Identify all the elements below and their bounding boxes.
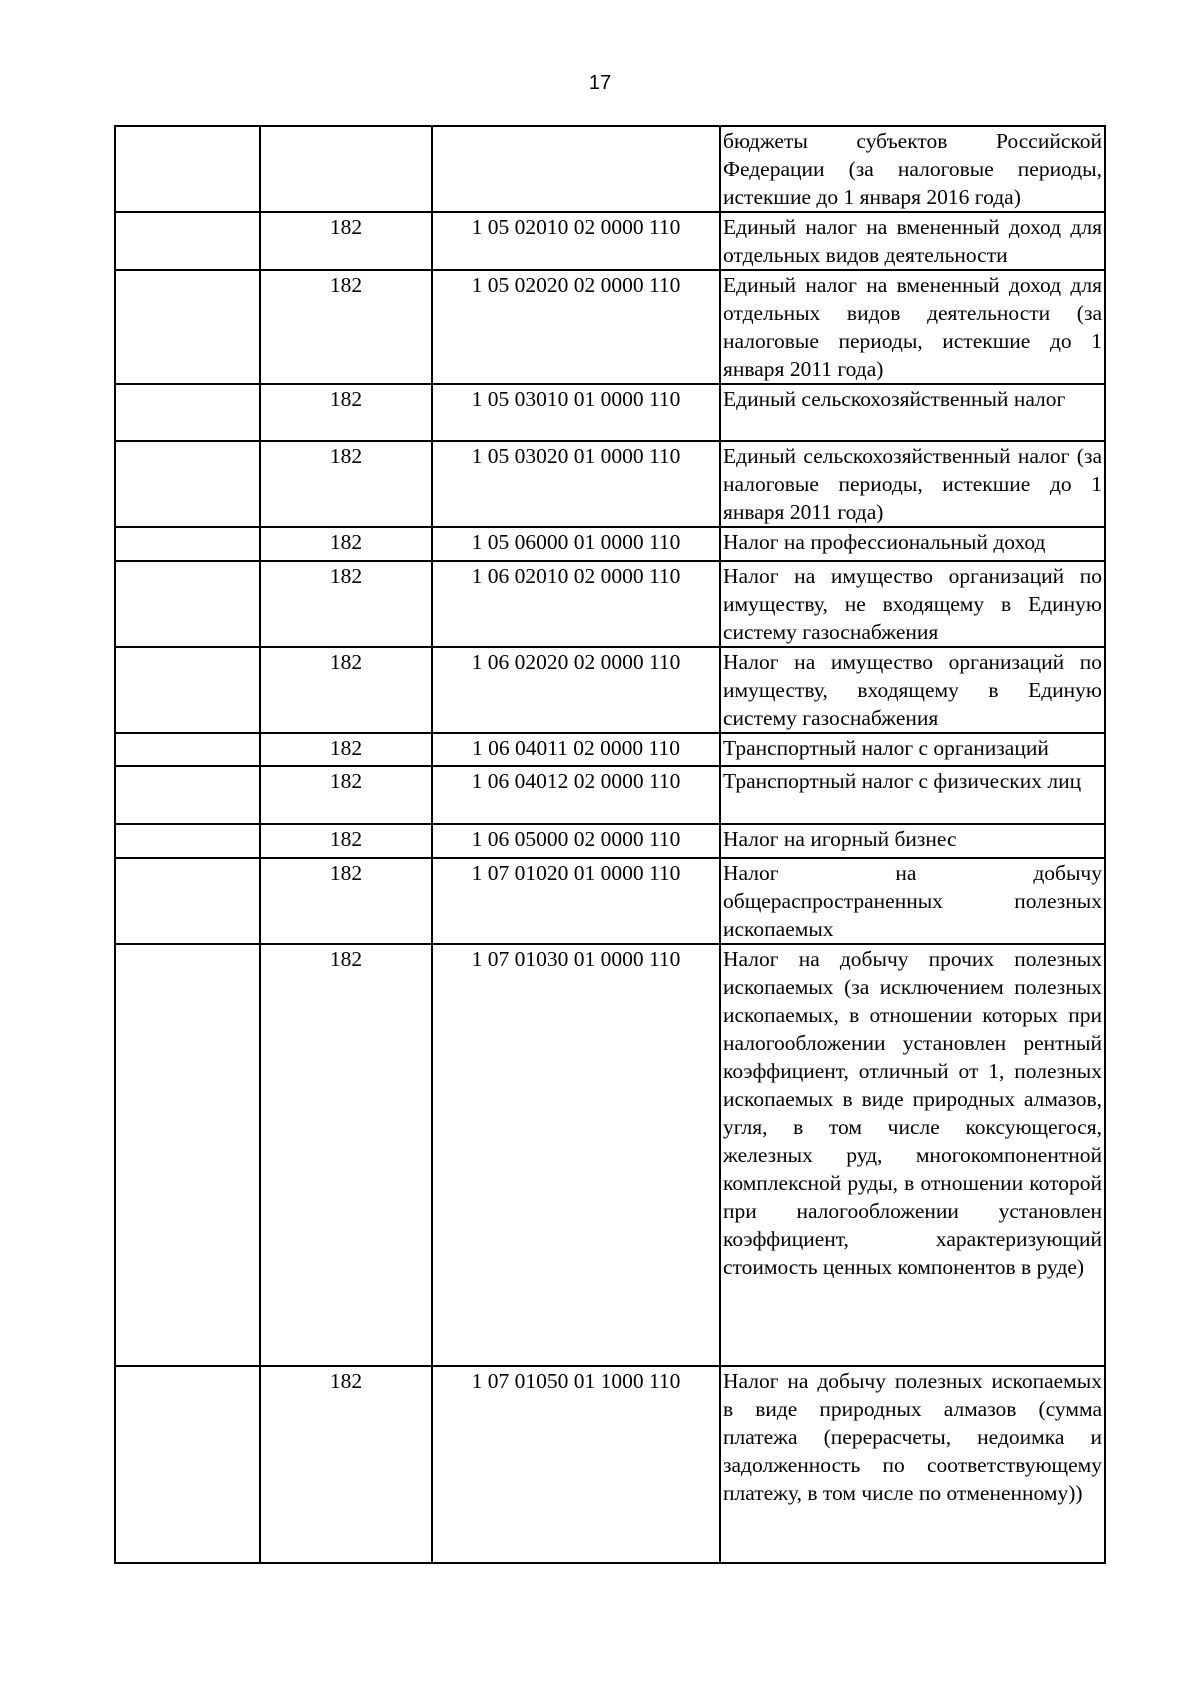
budget-code-cell: 1 06 05000 02 0000 110 — [432, 824, 720, 858]
table-row — [115, 824, 1105, 858]
table-row — [115, 766, 1105, 824]
revenue-name-cell: Налог на игорный бизнес — [720, 824, 1105, 858]
empty-cell — [115, 126, 260, 212]
budget-code-cell: 1 06 02020 02 0000 110 — [432, 647, 720, 733]
admin-code-cell: 182 — [260, 733, 432, 766]
table-row — [115, 126, 1105, 212]
empty-cell — [115, 858, 260, 944]
empty-cell — [115, 733, 260, 766]
revenue-name-cell: Транспортный налог с физических лиц — [720, 766, 1105, 824]
table-row — [115, 212, 1105, 270]
empty-cell — [115, 270, 260, 384]
admin-code-cell: 182 — [260, 212, 432, 270]
empty-cell — [115, 766, 260, 824]
admin-code-cell: 182 — [260, 766, 432, 824]
budget-code-cell: 1 05 03020 01 0000 110 — [432, 441, 720, 527]
budget-code-cell: 1 05 02010 02 0000 110 — [432, 212, 720, 270]
empty-cell — [115, 1366, 260, 1563]
budget-code-cell: 1 05 06000 01 0000 110 — [432, 527, 720, 561]
table-row — [115, 384, 1105, 441]
admin-code-cell: 182 — [260, 858, 432, 944]
budget-code-cell: 1 05 03010 01 0000 110 — [432, 384, 720, 441]
budget-code-cell: 1 06 02010 02 0000 110 — [432, 561, 720, 647]
empty-cell — [115, 441, 260, 527]
admin-code-cell: 182 — [260, 1366, 432, 1563]
table-row — [115, 858, 1105, 944]
revenue-name-cell: бюджеты субъектов Российской Федерации (за налоговые периоды, истекшие до 1 января 2016 года) — [720, 126, 1105, 212]
revenue-name-cell: Налог на добычу полезных ископаемых в виде природных алмазов (сумма платежа (перерасчеты, недоимка и задолженность по соответствующему платежу, в том числе по отмененному)) — [720, 1366, 1105, 1563]
budget-code-cell: 1 06 04012 02 0000 110 — [432, 766, 720, 824]
budget-code-cell: 1 05 02020 02 0000 110 — [432, 270, 720, 384]
admin-code-cell: 182 — [260, 647, 432, 733]
table-row — [115, 944, 1105, 1366]
revenue-name-cell: Единый налог на вмененный доход для отдельных видов деятельности — [720, 212, 1105, 270]
revenue-name-cell: Транспортный налог с организаций — [720, 733, 1105, 766]
admin-code-cell — [260, 126, 432, 212]
budget-code-cell: 1 06 04011 02 0000 110 — [432, 733, 720, 766]
table-row — [115, 441, 1105, 527]
admin-code-cell: 182 — [260, 441, 432, 527]
empty-cell — [115, 212, 260, 270]
revenue-name-cell: Налог на имущество организаций по имуществу, входящему в Единую систему газоснабжения — [720, 647, 1105, 733]
empty-cell — [115, 527, 260, 561]
budget-code-cell: 1 07 01020 01 0000 110 — [432, 858, 720, 944]
budget-code-cell: 1 07 01050 01 1000 110 — [432, 1366, 720, 1563]
admin-code-cell: 182 — [260, 824, 432, 858]
table-row — [115, 1366, 1105, 1563]
admin-code-cell: 182 — [260, 944, 432, 1366]
empty-cell — [115, 647, 260, 733]
revenue-name-cell: Налог на профессиональный доход — [720, 527, 1105, 561]
table-row — [115, 733, 1105, 766]
admin-code-cell: 182 — [260, 384, 432, 441]
admin-code-cell: 182 — [260, 527, 432, 561]
table-row — [115, 647, 1105, 733]
empty-cell — [115, 561, 260, 647]
budget-code-cell — [432, 126, 720, 212]
revenue-name-cell: Единый сельскохозяйственный налог (за налоговые периоды, истекшие до 1 января 2011 года) — [720, 441, 1105, 527]
revenue-name-cell: Налог на имущество организаций по имуществу, не входящему в Единую систему газоснабжения — [720, 561, 1105, 647]
revenue-name-cell: Единый налог на вмененный доход для отдельных видов деятельности (за налоговые периоды, истекшие до 1 января 2011 года) — [720, 270, 1105, 384]
table-row — [115, 527, 1105, 561]
budget-code-table — [114, 125, 1106, 1564]
table-row — [115, 270, 1105, 384]
admin-code-cell: 182 — [260, 561, 432, 647]
empty-cell — [115, 824, 260, 858]
empty-cell — [115, 944, 260, 1366]
budget-code-cell: 1 07 01030 01 0000 110 — [432, 944, 720, 1366]
empty-cell — [115, 384, 260, 441]
revenue-name-cell: Налог на добычу прочих полезных ископаемых (за исключением полезных ископаемых, в отношении которых при налогообложении установлен рентный коэффициент, отличный от 1, полезных ископаемых в виде природных алмазов, угля, в том числе коксующегося, железных руд, многокомпонентной комплексной руды, в отношении которой при налогообложении установлен коэффициент, характеризующий стоимость ценных компонентов в руде) — [720, 944, 1105, 1366]
admin-code-cell: 182 — [260, 270, 432, 384]
table-row — [115, 561, 1105, 647]
revenue-name-cell: Единый сельскохозяйственный налог — [720, 384, 1105, 441]
page-number: 17 — [588, 72, 612, 94]
revenue-name-cell: Налог на добычу общераспространенных полезных ископаемых — [720, 858, 1105, 944]
